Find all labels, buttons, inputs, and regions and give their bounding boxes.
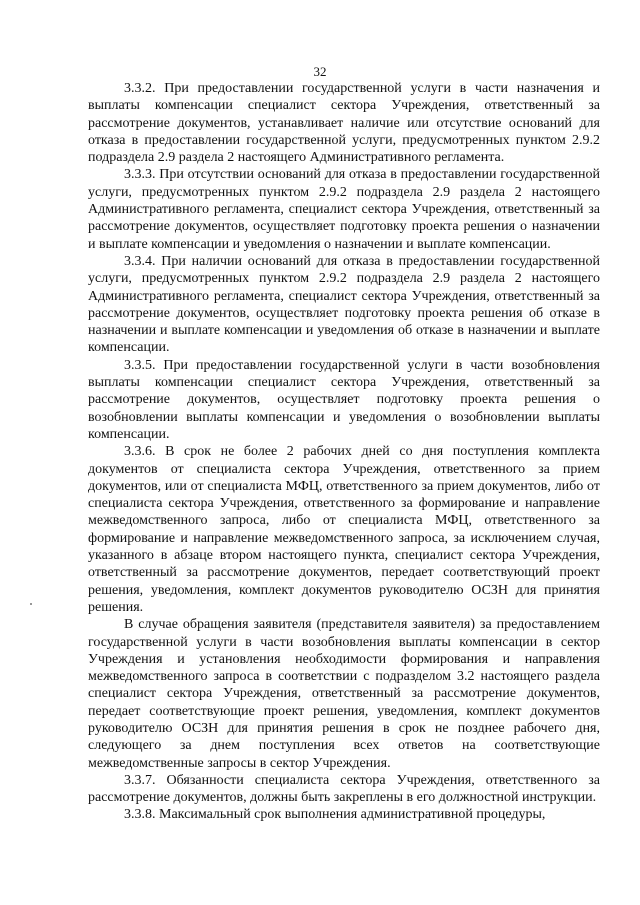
paragraph-3-3-8: 3.3.8. Максимальный срок выполнения административной процедуры, [124, 807, 546, 823]
paragraph-3-3-3: 3.3.3. При отсутствии оснований для отказа в предоставлении государственной услуги, предусмотренных пунктом 2.9.2 подраздела 2.9 раздела 2 настоящего Административного регламента, специалист сектора Учреждения, ответственный за рассмотрение документов, осуществляет подготовку проекта решения о назначении и выплате компенсации и уведомления о назначении и выплате компенсации. [88, 167, 600, 252]
body-text [88, 80, 600, 824]
paragraph-3-3-7: 3.3.7. Обязанности специалиста сектора Учреждения, ответственного за рассмотрение документов, должны быть закреплены в его должностной инструкции. [88, 772, 600, 806]
paragraph-3-3-6: 3.3.6. В срок не более 2 рабочих дней со дня поступления комплекта документов от специалиста сектора Учреждения, ответственного за прием документов, или от специалиста МФЦ, ответственного за прием документов, либо от специалиста сектора Учреждения, ответственного за формирование и направление межведомственного запроса, либо от специалиста МФЦ, ответственного за формирование и направление межведомственного запроса, за исключением случая, указанного в абзаце втором настоящего пункта, специалист сектора Учреждения, ответственный за рассмотрение документов, передает соответствующий проект решения, уведомления, комплект документов руководителю ОСЗН для принятия решения. [88, 444, 600, 615]
paragraph-3-3-5: 3.3.5. При предоставлении государственной услуги в части возобновления выплаты компенсации специалист сектора Учреждения, ответственный за рассмотрение документов, осуществляет подготовку проекта решения о возобновлении выплаты компенсации и уведомления о возобновлении выплаты компенсации. [88, 357, 600, 442]
paragraph-3-3-2: 3.3.2. При предоставлении государственной услуги в части назначения и выплаты компенсации специалист сектора Учреждения, ответственный за рассмотрение документов, устанавливает наличие или отсутствие оснований для отказа в предоставлении государственной услуги, предусмотренных пунктом 2.9.2 подраздела 2.9 раздела 2 настоящего Административного регламента. [88, 81, 600, 166]
scan-speck [30, 603, 32, 605]
paragraph-3-3-6-second: В случае обращения заявителя (представителя заявителя) за предоставлением государственной услуги в части возобновления выплаты компенсации в сектор Учреждения и установления необходимости формирования и направления межведомственного запроса в соответствии с подразделом 3.2 настоящего раздела специалист сектора Учреждения, ответственный за рассмотрение документов, передает соответствующие проект решения, уведомления, комплект документов руководителю ОСЗН для принятия решения в срок не позднее рабочего дня, следующего за днем поступления всех ответов на соответствующие межведомственные запросы в сектор Учреждения. [88, 617, 600, 771]
paragraph-3-3-4: 3.3.4. При наличии оснований для отказа в предоставлении государственной услуги, предусмотренных пунктом 2.9.2 подраздела 2.9 раздела 2 настоящего Административного регламента, специалист сектора Учреждения, ответственный за рассмотрение документов, осуществляет подготовку проекта решения об отказе в назначении и выплате компенсации и уведомления об отказе в назначении и выплате компенсации. [88, 253, 600, 356]
page-number: 32 [313, 64, 327, 79]
